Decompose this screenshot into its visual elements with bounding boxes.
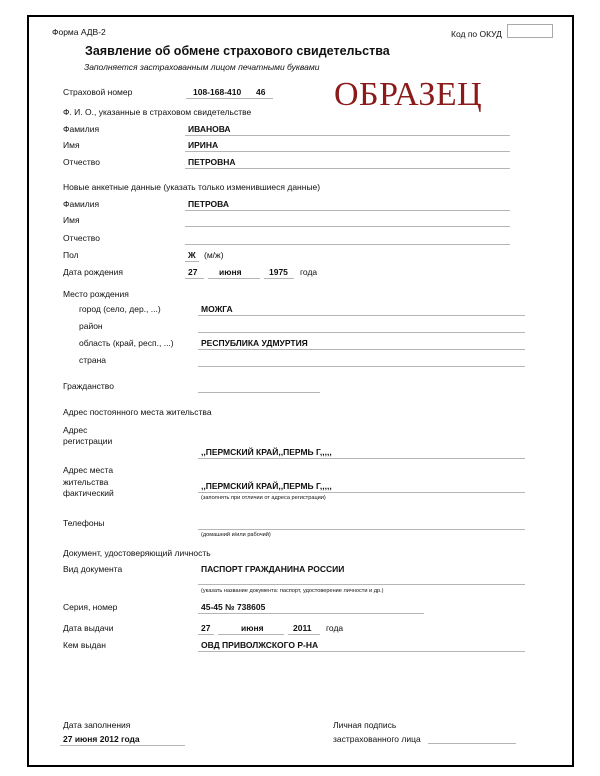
birth-city-label: город (село, дер., ...) xyxy=(79,304,161,314)
address-section: Адрес постоянного места жительства xyxy=(63,407,212,417)
issue-month-value[interactable]: июня xyxy=(241,623,264,633)
fact-address-underline xyxy=(198,492,525,493)
birth-day-value[interactable]: 27 xyxy=(188,267,198,277)
sex-value[interactable]: Ж xyxy=(188,250,196,260)
old-surname-value[interactable]: ИВАНОВА xyxy=(188,124,231,134)
insurance-number-value[interactable]: 108-168-410 xyxy=(193,87,242,97)
signature-label-2: застрахованного лица xyxy=(333,734,421,744)
citizenship-label: Гражданство xyxy=(63,381,114,391)
fact-address-label-2: жительства xyxy=(63,477,109,487)
document-section: Документ, удостоверяющий личность xyxy=(63,548,211,558)
reg-address-label-2: регистрации xyxy=(63,436,113,446)
birth-month-underline xyxy=(208,278,260,279)
okud-field[interactable] xyxy=(507,24,553,38)
old-name-section: Ф. И. О., указанные в страховом свидетельстве xyxy=(63,107,252,117)
birth-region-value[interactable]: РЕСПУБЛИКА УДМУРТИЯ xyxy=(201,338,308,348)
sex-hint: (м/ж) xyxy=(204,250,224,260)
document-type-underline xyxy=(198,584,525,585)
signature-field[interactable] xyxy=(428,743,516,744)
birth-city-value[interactable]: МОЖГА xyxy=(201,304,233,314)
reg-address-label-1: Адрес xyxy=(63,425,88,435)
fill-date-underline xyxy=(60,745,185,746)
old-surname-underline xyxy=(185,135,510,136)
document-type-value[interactable]: ПАСПОРТ ГРАЖДАНИНА РОССИИ xyxy=(201,564,345,574)
document-type-label: Вид документа xyxy=(63,564,123,574)
new-name-underline xyxy=(185,226,510,227)
okud-label: Код по ОКУД xyxy=(451,29,502,39)
birth-year-value[interactable]: 1975 xyxy=(269,267,288,277)
fact-address-label-1: Адрес места xyxy=(63,465,114,475)
phones-underline xyxy=(198,529,525,530)
birth-district-underline xyxy=(198,332,525,333)
page-subtitle: Заполняется застрахованным лицом печатными буквами xyxy=(84,62,320,72)
insurance-number-check[interactable]: 46 xyxy=(256,87,266,97)
series-number-label: Серия, номер xyxy=(63,602,118,612)
old-patronymic-underline xyxy=(185,168,510,169)
phones-hint: (домашний и/или рабочий) xyxy=(201,532,271,538)
fill-date-value[interactable]: 27 июня 2012 года xyxy=(63,734,140,744)
issue-day-underline xyxy=(198,634,214,635)
birth-date-label: Дата рождения xyxy=(63,267,123,277)
issuer-underline xyxy=(198,651,525,652)
document-type-hint: (указать название документа: паспорт, удостоверение личности и др.) xyxy=(201,588,384,594)
old-name-value[interactable]: ИРИНА xyxy=(188,140,219,150)
birth-city-underline xyxy=(198,315,525,316)
sample-stamp: ОБРАЗЕЦ xyxy=(334,76,483,113)
reg-address-value[interactable]: ,,ПЕРМСКИЙ КРАЙ,,ПЕРМЬ Г,,,,, xyxy=(201,447,332,457)
old-name-label: Имя xyxy=(63,140,80,150)
fact-address-value[interactable]: ,,ПЕРМСКИЙ КРАЙ,,ПЕРМЬ Г,,,,, xyxy=(201,481,332,491)
issue-year-suffix: года xyxy=(326,623,344,633)
new-data-section: Новые анкетные данные (указать только изменившиеся данные) xyxy=(63,182,321,192)
birth-year-suffix: года xyxy=(300,267,318,277)
issue-year-underline xyxy=(288,634,320,635)
new-surname-value[interactable]: ПЕТРОВА xyxy=(188,199,229,209)
birth-month-value[interactable]: июня xyxy=(219,267,242,277)
old-patronymic-value[interactable]: ПЕТРОВНА xyxy=(188,157,236,167)
birth-day-underline xyxy=(185,278,204,279)
page-title: Заявление об обмене страхового свидетельства xyxy=(85,44,390,58)
birth-country-underline xyxy=(198,366,525,367)
issue-date-label: Дата выдачи xyxy=(63,623,114,633)
new-surname-label: Фамилия xyxy=(63,199,100,209)
old-name-underline xyxy=(185,151,510,152)
signature-label-1: Личная подпись xyxy=(333,720,397,730)
form-sheet xyxy=(27,15,574,767)
insurance-number-underline xyxy=(186,98,273,99)
citizenship-underline xyxy=(198,392,320,393)
birth-country-label: страна xyxy=(79,355,107,365)
birth-region-underline xyxy=(198,349,525,350)
issue-month-underline xyxy=(218,634,284,635)
issue-day-value[interactable]: 27 xyxy=(201,623,211,633)
issuer-label: Кем выдан xyxy=(63,640,106,650)
birth-region-label: область (край, респ., ...) xyxy=(79,338,174,348)
insurance-number-label: Страховой номер xyxy=(63,87,133,97)
old-patronymic-label: Отчество xyxy=(63,157,100,167)
fact-address-hint: (заполнять при отличии от адреса регистрации) xyxy=(201,495,326,501)
series-number-underline xyxy=(198,613,424,614)
old-surname-label: Фамилия xyxy=(63,124,100,134)
issuer-value[interactable]: ОВД ПРИВОЛЖСКОГО Р-НА xyxy=(201,640,319,650)
fact-address-label-3: фактический xyxy=(63,488,114,498)
birth-district-label: район xyxy=(79,321,103,331)
sex-underline xyxy=(185,261,199,262)
form-code: Форма АДВ-2 xyxy=(52,27,106,37)
birthplace-section: Место рождения xyxy=(63,289,129,299)
sex-label: Пол xyxy=(63,250,79,260)
series-number-value[interactable]: 45-45 № 738605 xyxy=(201,602,266,612)
new-patronymic-underline xyxy=(185,244,510,245)
new-patronymic-label: Отчество xyxy=(63,233,100,243)
phones-label: Телефоны xyxy=(63,518,105,528)
new-name-label: Имя xyxy=(63,215,80,225)
reg-address-underline xyxy=(198,458,525,459)
new-surname-underline xyxy=(185,210,510,211)
fill-date-label: Дата заполнения xyxy=(63,720,131,730)
birth-year-underline xyxy=(264,278,294,279)
issue-year-value[interactable]: 2011 xyxy=(293,623,312,633)
